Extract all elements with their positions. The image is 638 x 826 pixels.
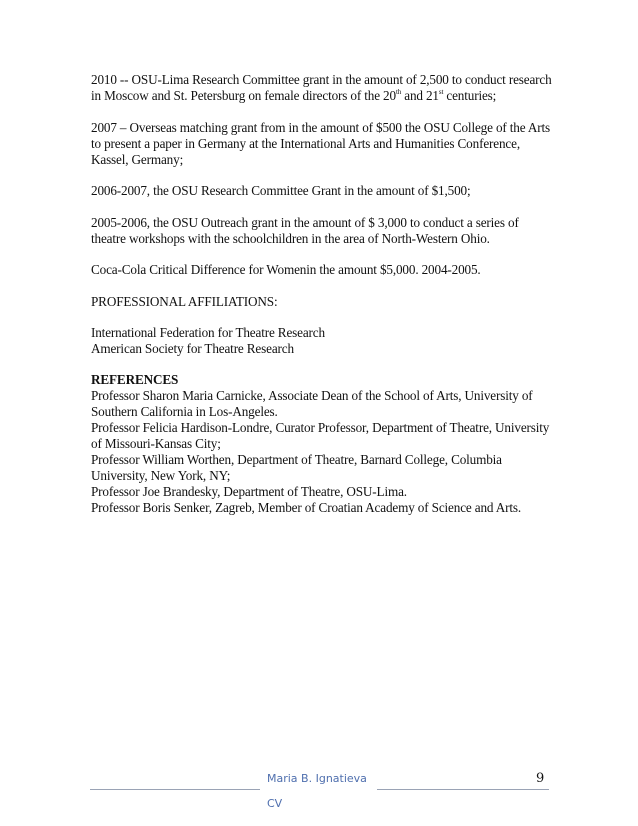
- document-line-with-superscripts: [91, 88, 551, 104]
- document-line: 2005-2006, the OSU Outreach grant in the amount of $ 3,000 to conduct a series of: [91, 214, 519, 230]
- page-number: 9: [536, 771, 545, 786]
- reference-line: Professor Sharon Maria Carnicke, Associate Dean of the School of Arts, University of: [91, 388, 533, 403]
- reference-line: Professor Felicia Hardison-Londre, Curator Professor, Department of Theatre, University: [91, 420, 550, 435]
- section-heading: PROFESSIONAL AFFILIATIONS:: [91, 293, 278, 309]
- affiliation-item: International Federation for Theatre Research: [91, 325, 325, 340]
- professional-affiliations-list: [91, 325, 551, 357]
- ordinal-superscript: st: [438, 87, 444, 96]
- document-line: 2007 – Overseas matching grant from in the amount of $500 the OSU College of the Arts: [91, 119, 550, 135]
- footer-author-name: Maria B. Ignatieva: [267, 772, 367, 785]
- document-line: Coca-Cola Critical Difference for Womenin the amount $5,000. 2004-2005.: [91, 262, 481, 277]
- document-line-part: in Moscow and St. Petersburg on female directors of the 20: [91, 88, 396, 103]
- grant-entry-outreach: [91, 215, 551, 247]
- document-line: 2010 -- OSU-Lima Research Committee grant in the amount of 2,500 to conduct research: [91, 72, 552, 87]
- reference-line: University, New York, NY;: [91, 468, 231, 483]
- document-line-part: centuries;: [443, 88, 497, 103]
- grant-entry-coca-cola: [91, 262, 551, 278]
- reference-line: Professor Joe Brandesky, Department of Theatre, OSU-Lima.: [91, 484, 407, 499]
- document-line: theatre workshops with the schoolchildren in the area of North-Western Ohio.: [91, 230, 490, 246]
- grant-entry-research-committee: [91, 183, 551, 199]
- affiliation-item: American Society for Theatre Research: [91, 341, 294, 356]
- grant-entry-overseas-2007: [91, 120, 551, 168]
- document-line: Kassel, Germany;: [91, 151, 184, 167]
- footer-document-label: CV: [267, 797, 283, 810]
- section-heading: REFERENCES: [91, 372, 179, 387]
- footer-right-divider: [377, 789, 549, 790]
- reference-line: Professor Boris Senker, Zagreb, Member of Croatian Academy of Science and Arts.: [91, 500, 522, 515]
- reference-line: Professor William Worthen, Department of Theatre, Barnard College, Columbia: [91, 452, 502, 467]
- professional-affiliations-heading-block: [91, 294, 551, 310]
- references-section: [91, 372, 551, 516]
- reference-line: of Missouri-Kansas City;: [91, 436, 221, 451]
- document-line-part: and 21: [401, 88, 439, 103]
- footer-left-divider: [90, 789, 260, 790]
- document-line: to present a paper in Germany at the International Arts and Humanities Conference,: [91, 135, 520, 151]
- grant-entry-osu-lima-2010: [91, 72, 551, 104]
- ordinal-superscript: th: [395, 87, 402, 96]
- document-line: 2006-2007, the OSU Research Committee Grant in the amount of $1,500;: [91, 183, 471, 198]
- document-content: [91, 72, 551, 516]
- reference-line: Southern California in Los-Angeles.: [91, 404, 278, 419]
